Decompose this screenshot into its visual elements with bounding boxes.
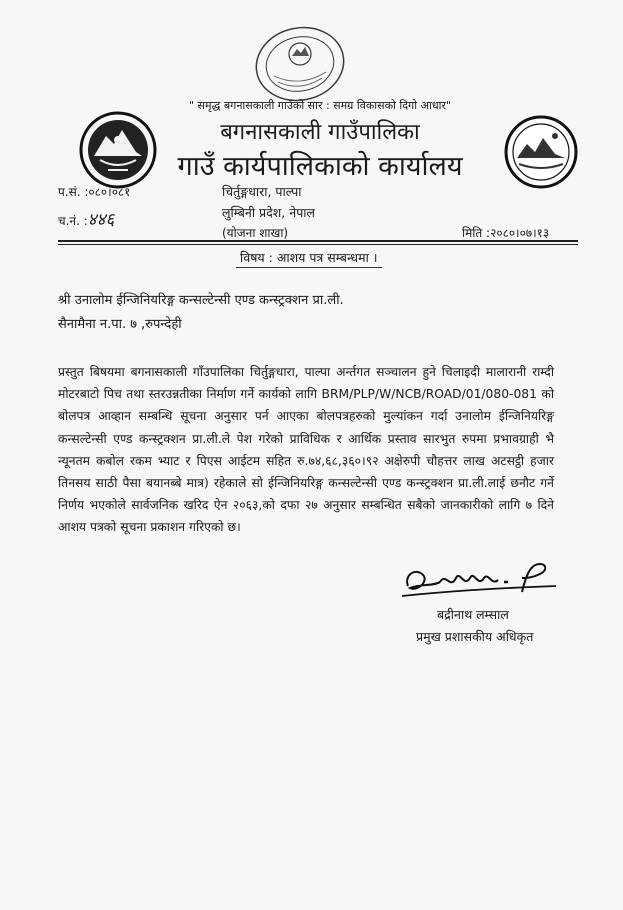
motto-text: " समृद्ध बगनासकाली गाउँको सार : समग्र विकासको दिगो आधार" bbox=[188, 99, 451, 112]
signature-icon bbox=[400, 556, 560, 606]
cn-number bbox=[58, 207, 114, 230]
cn-value: ४४६ bbox=[87, 210, 115, 230]
address-line-1: चिर्तुङ्गधारा, पाल्पा bbox=[222, 184, 302, 199]
subject-line bbox=[240, 249, 378, 266]
municipality-logo-icon bbox=[503, 114, 579, 190]
signer-name: बद्रीनाथ लम्साल bbox=[437, 607, 509, 622]
cn-label: च.नं. : bbox=[58, 214, 88, 228]
addressee-name: श्री उनालोम ईन्जिनियरिङ्ग कन्सल्टेन्सी एण्ड कन्स्ट्रक्शन प्रा.ली. bbox=[58, 293, 344, 308]
letter-body: प्रस्तुत बिषयमा बगनासकाली गाँउपालिका चिर्तुङ्गधारा, पाल्पा अर्न्तगत सञ्चालन हुने चिलाइदी मालारानी राम्दी मोटरबाटो पिच तथा स्तरउन्नतीका निर्माण गर्ने कार्यको लागि BRM/PLP/W/NCB/ROAD/01/080-081 को बोलपत्र आव्हान सम्बन्धि सूचना अनुसार पर्न आएका बोलपत्रहरुको मुल्यांकन गर्दा उनालोम ईन्जिनियरिङ्ग कन्सल्टेन्सी एण्ड कन्स्ट्रक्शन प्रा.ली.ले पेश गरेको प्राविधिक र आर्थिक प्रस्ताव सारभुत रुपमा प्रभावग्राही भै न्यूनतम कबोल रकम भ्याट र पिएस आईटम सहित रु.७४,६८,३६०।९२ अक्षेरुपी चौहत्तर लाख अटसट्ठी हजार तिनसय साठी पैसा बयानब्बे मात्र) रहेकाले सो ईन्जिनियरिङ्ग कन्सल्टेन्सी एण्ड कन्स्ट्रक्शन प्रा.ली.लाई छनौट गर्ने निर्णय भएकोले सार्वजनिक खरिद ऐन २०६३,को दफा २७ अनुसार सम्बन्धित सबैको जानकारीको लागि ७ दिने आशय पत्रको सूचना प्रकाशन गरिएको छ। bbox=[58, 365, 554, 535]
signer-title: प्रमुख प्रशासकीय अधिकृत bbox=[416, 629, 534, 644]
header-divider bbox=[58, 240, 578, 242]
date-label: मिति : bbox=[462, 226, 491, 240]
letter-date bbox=[462, 224, 549, 241]
section-name: (योजना शाखा) bbox=[222, 226, 289, 240]
subject-underline bbox=[236, 267, 382, 268]
addressee-address: सैनामैना न.पा. ७ ,रुपन्देही bbox=[58, 317, 182, 332]
address-line-2: लुम्बिनी प्रदेश, नेपाल bbox=[222, 205, 316, 220]
header-divider-thin bbox=[58, 244, 578, 245]
ps-label: प.सं. : bbox=[58, 185, 89, 199]
municipality-name: बगनासकाली गाउँपालिका bbox=[220, 120, 420, 145]
office-seal-stamp-icon bbox=[250, 22, 350, 106]
nepal-emblem-logo-icon bbox=[78, 110, 158, 190]
office-name: गाउँ कार्यपालिकाको कार्यालय bbox=[177, 151, 463, 182]
subject-text: विषय : आशय पत्र सम्बन्धमा । bbox=[240, 250, 378, 265]
ps-number bbox=[58, 183, 130, 200]
date-value: २०८०।०७।१३ bbox=[490, 226, 550, 240]
ps-value: ०८०।०८१ bbox=[88, 185, 131, 199]
